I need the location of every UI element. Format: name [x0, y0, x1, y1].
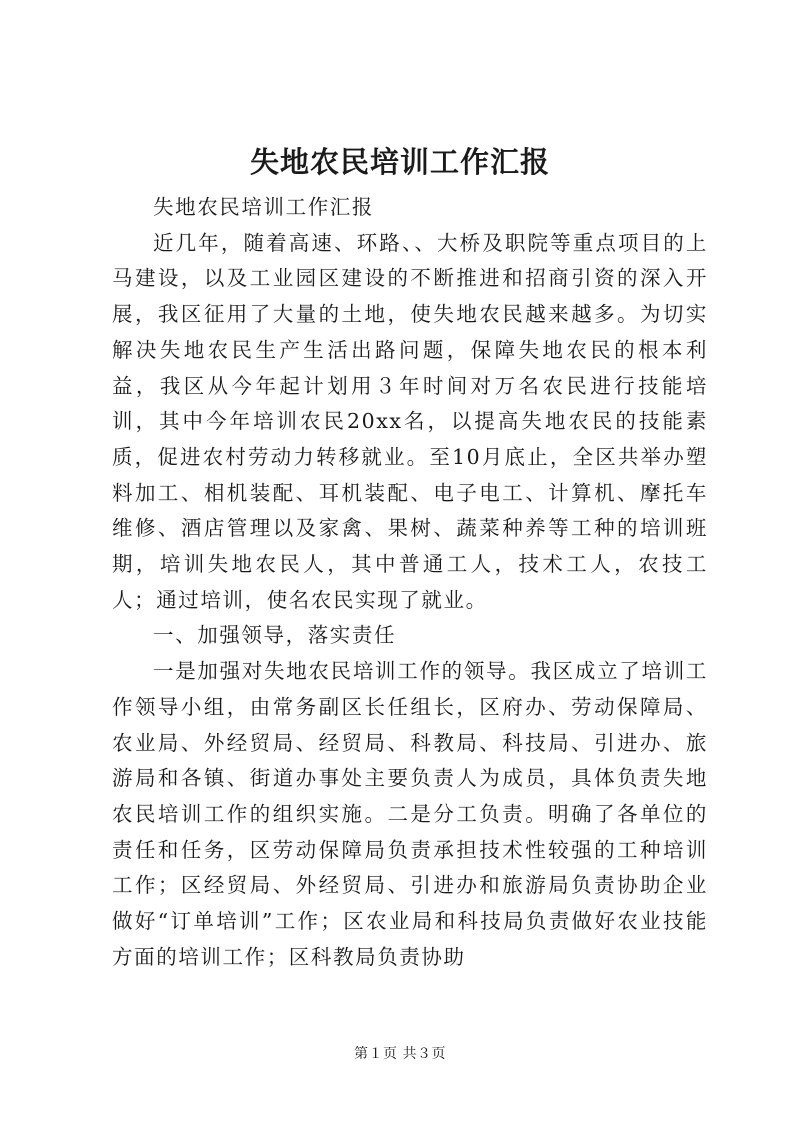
section-heading: 一、加强领导，落实责任: [153, 623, 397, 648]
page-footer: 第１页 共３页: [354, 1046, 446, 1062]
paragraph-subtitle: 失地农民培训工作汇报: [153, 195, 374, 219]
document-body: [112, 190, 708, 975]
page-title: 失地农民培训工作汇报: [249, 145, 550, 179]
paragraph-section-1: 一是加强对失地农民培训工作的领导。我区成立了培训工作领导小组，由常务副区长任组长，区府办、劳动保障局、农业局、外经贸局、经贸局、科教局、科技局、引进办、旅游局和各镇、街道办事处主要负责人为成员，具体负责失地农民培训工作的组织实施。二是分工负责。明确了各单位的责任和任务，区劳动保障局负责承担技术性较强的工种培训工作；区经贸局、外经贸局、引进办和旅游局负责协助企业做好“订单培训”工作；区农业局和科技局负责做好农业技能方面的培训工作；区科教局负责协助: [112, 659, 708, 969]
paragraph-intro: 近几年，随着高速、环路、、大桥及职院等重点项目的上马建设，以及工业园区建设的不断推进和招商引资的深入开展，我区征用了大量的土地，使失地农民越来越多。为切实解决失地农民生产生活出路问题，保障失地农民的根本利益，我区从今年起计划用３年时间对万名农民进行技能培训，其中今年培训农民20xx名，以提高失地农民的技能素质，促进农村劳动力转移就业。至10月底止，全区共举办塑料加工、相机装配、耳机装配、电子电工、计算机、摩托车维修、酒店管理以及家禽、果树、蔬菜种养等工种的培训班期，培训失地农民人，其中普通工人，技术工人，农技工人；通过培训，使名农民实现了就业。: [112, 230, 708, 612]
